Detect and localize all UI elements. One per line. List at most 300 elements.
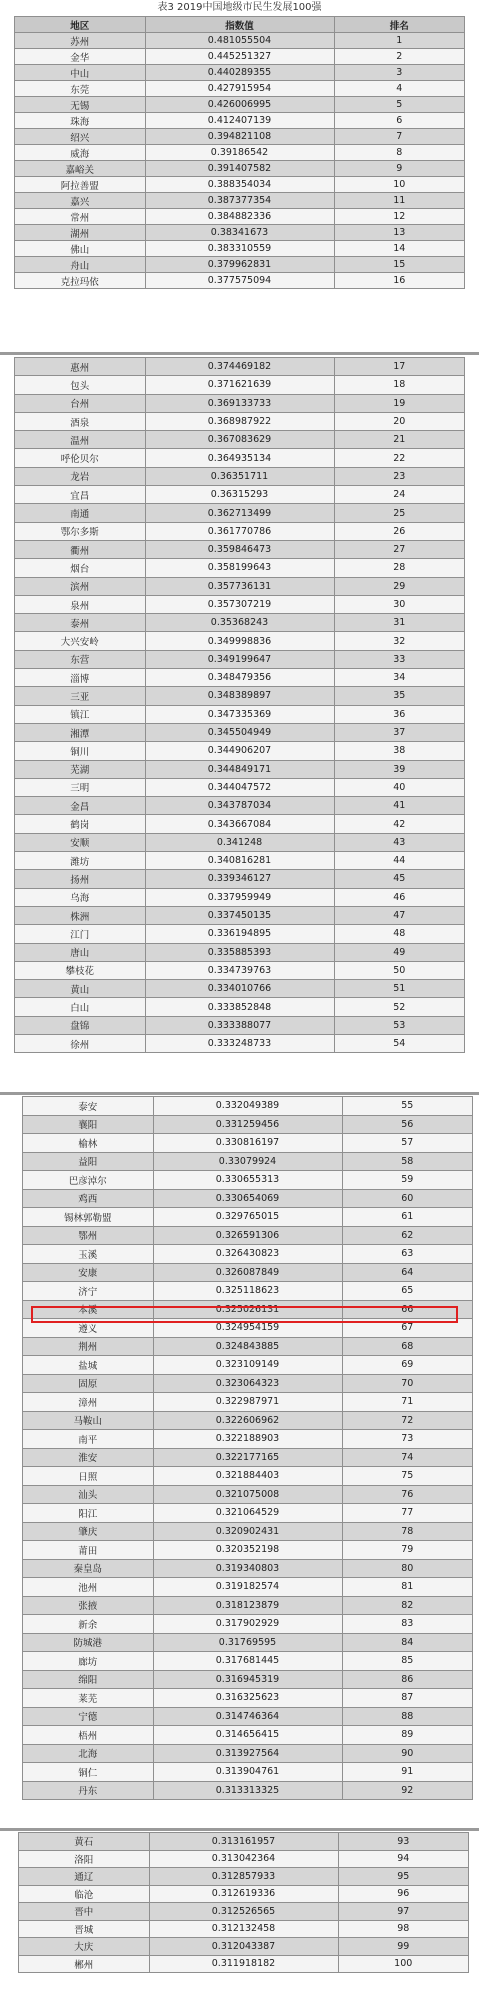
table-row xyxy=(15,273,465,289)
table-row xyxy=(15,145,465,161)
cell-rank: 9 xyxy=(334,161,465,177)
header-index: 指数值 xyxy=(145,17,334,33)
cell-index: 0.343787034 xyxy=(145,797,334,815)
cell-rank: 97 xyxy=(338,1903,469,1921)
cell-index: 0.322177165 xyxy=(153,1448,342,1467)
cell-rank: 5 xyxy=(334,97,465,113)
cell-rank: 28 xyxy=(334,559,465,577)
table-row xyxy=(23,1689,473,1708)
cell-rank: 23 xyxy=(334,467,465,485)
table-row xyxy=(15,961,465,979)
cell-region: 威海 xyxy=(15,145,146,161)
cell-region: 金昌 xyxy=(15,797,146,815)
cell-region: 莆田 xyxy=(23,1541,154,1560)
cell-region: 荆州 xyxy=(23,1337,154,1356)
table-row xyxy=(19,1850,469,1868)
cell-region: 洛阳 xyxy=(19,1850,150,1868)
cell-rank: 88 xyxy=(342,1707,473,1726)
cell-rank: 54 xyxy=(334,1034,465,1052)
header-rank: 排名 xyxy=(334,17,465,33)
cell-index: 0.323064323 xyxy=(153,1374,342,1393)
cell-rank: 11 xyxy=(334,193,465,209)
cell-region: 乌海 xyxy=(15,888,146,906)
cell-region: 宁德 xyxy=(23,1707,154,1726)
cell-region: 襄阳 xyxy=(23,1115,154,1134)
cell-region: 鄂尔多斯 xyxy=(15,522,146,540)
table-row xyxy=(23,1263,473,1282)
table-row xyxy=(15,650,465,668)
table-row xyxy=(15,97,465,113)
cell-region: 鸡西 xyxy=(23,1189,154,1208)
cell-region: 铜仁 xyxy=(23,1763,154,1782)
cell-rank: 42 xyxy=(334,815,465,833)
table-row xyxy=(15,906,465,924)
cell-region: 绵阳 xyxy=(23,1670,154,1689)
table-row xyxy=(15,161,465,177)
cell-rank: 25 xyxy=(334,504,465,522)
cell-region: 三明 xyxy=(15,778,146,796)
table-row xyxy=(15,1016,465,1034)
cell-index: 0.332049389 xyxy=(153,1097,342,1116)
cell-rank: 89 xyxy=(342,1726,473,1745)
cell-region: 惠州 xyxy=(15,358,146,376)
table-row xyxy=(15,358,465,376)
table-row xyxy=(23,1430,473,1449)
cell-rank: 67 xyxy=(342,1319,473,1338)
cell-region: 肇庆 xyxy=(23,1522,154,1541)
cell-rank: 65 xyxy=(342,1282,473,1301)
cell-region: 湘潭 xyxy=(15,723,146,741)
cell-index: 0.377575094 xyxy=(145,273,334,289)
cell-index: 0.340816281 xyxy=(145,852,334,870)
section-divider xyxy=(0,1828,479,1831)
table-row xyxy=(19,1833,469,1851)
cell-region: 淄博 xyxy=(15,669,146,687)
cell-region: 唐山 xyxy=(15,943,146,961)
cell-rank: 38 xyxy=(334,742,465,760)
table-row xyxy=(23,1522,473,1541)
table-row xyxy=(19,1903,469,1921)
cell-rank: 20 xyxy=(334,412,465,430)
cell-rank: 72 xyxy=(342,1411,473,1430)
table-row xyxy=(23,1282,473,1301)
cell-region: 克拉玛依 xyxy=(15,273,146,289)
cell-region: 酒泉 xyxy=(15,412,146,430)
cell-index: 0.313313325 xyxy=(153,1781,342,1800)
cell-index: 0.325118623 xyxy=(153,1282,342,1301)
cell-index: 0.357307219 xyxy=(145,595,334,613)
cell-rank: 76 xyxy=(342,1485,473,1504)
cell-index: 0.341248 xyxy=(145,833,334,851)
cell-region: 榆林 xyxy=(23,1134,154,1153)
table-row xyxy=(15,815,465,833)
cell-index: 0.387377354 xyxy=(145,193,334,209)
table-row xyxy=(15,394,465,412)
table-row xyxy=(19,1885,469,1903)
cell-index: 0.348479356 xyxy=(145,669,334,687)
cell-rank: 33 xyxy=(334,650,465,668)
table-row xyxy=(15,193,465,209)
table-row xyxy=(15,687,465,705)
table-row xyxy=(23,1337,473,1356)
ranking-table-part-3 xyxy=(22,1096,473,1800)
cell-rank: 16 xyxy=(334,273,465,289)
table-row xyxy=(15,225,465,241)
cell-rank: 61 xyxy=(342,1208,473,1227)
cell-rank: 66 xyxy=(342,1300,473,1319)
cell-index: 0.312043387 xyxy=(149,1938,338,1956)
cell-index: 0.333248733 xyxy=(145,1034,334,1052)
cell-region: 包头 xyxy=(15,376,146,394)
cell-index: 0.324843885 xyxy=(153,1337,342,1356)
cell-region: 株洲 xyxy=(15,906,146,924)
cell-region: 廊坊 xyxy=(23,1652,154,1671)
cell-index: 0.347335369 xyxy=(145,705,334,723)
table-row xyxy=(15,614,465,632)
cell-index: 0.330654069 xyxy=(153,1189,342,1208)
cell-region: 晋城 xyxy=(19,1920,150,1938)
table-row xyxy=(15,33,465,49)
cell-rank: 40 xyxy=(334,778,465,796)
table-row xyxy=(23,1652,473,1671)
cell-index: 0.323109149 xyxy=(153,1356,342,1375)
cell-region: 芜湖 xyxy=(15,760,146,778)
table-title: 表3 2019中国地级市民生发展100强 xyxy=(157,2,322,13)
cell-index: 0.445251327 xyxy=(145,49,334,65)
cell-rank: 48 xyxy=(334,925,465,943)
cell-index: 0.325026131 xyxy=(153,1300,342,1319)
cell-rank: 59 xyxy=(342,1171,473,1190)
cell-index: 0.391407582 xyxy=(145,161,334,177)
table-row xyxy=(23,1485,473,1504)
table-row xyxy=(15,998,465,1016)
cell-region: 盐城 xyxy=(23,1356,154,1375)
cell-index: 0.374469182 xyxy=(145,358,334,376)
cell-index: 0.314746364 xyxy=(153,1707,342,1726)
cell-index: 0.322987971 xyxy=(153,1393,342,1412)
cell-index: 0.312857933 xyxy=(149,1868,338,1886)
cell-index: 0.427915954 xyxy=(145,81,334,97)
table-row xyxy=(15,257,465,273)
table-row xyxy=(15,852,465,870)
cell-region: 阳江 xyxy=(23,1504,154,1523)
cell-index: 0.364935134 xyxy=(145,449,334,467)
table-row xyxy=(15,486,465,504)
table-row xyxy=(23,1393,473,1412)
cell-index: 0.324954159 xyxy=(153,1319,342,1338)
cell-region: 阿拉善盟 xyxy=(15,177,146,193)
table-row xyxy=(23,1670,473,1689)
cell-rank: 43 xyxy=(334,833,465,851)
cell-index: 0.371621639 xyxy=(145,376,334,394)
cell-index: 0.321075008 xyxy=(153,1485,342,1504)
table-row xyxy=(23,1467,473,1486)
cell-rank: 53 xyxy=(334,1016,465,1034)
cell-region: 东营 xyxy=(15,650,146,668)
cell-region: 嘉峪关 xyxy=(15,161,146,177)
cell-region: 安康 xyxy=(23,1263,154,1282)
cell-rank: 4 xyxy=(334,81,465,97)
table-row xyxy=(15,705,465,723)
table-row xyxy=(23,1411,473,1430)
cell-index: 0.318123879 xyxy=(153,1596,342,1615)
cell-index: 0.344849171 xyxy=(145,760,334,778)
cell-region: 潍坊 xyxy=(15,852,146,870)
cell-rank: 60 xyxy=(342,1189,473,1208)
cell-index: 0.319182574 xyxy=(153,1578,342,1597)
cell-region: 新余 xyxy=(23,1615,154,1634)
cell-region: 玉溪 xyxy=(23,1245,154,1264)
cell-rank: 13 xyxy=(334,225,465,241)
cell-rank: 14 xyxy=(334,241,465,257)
cell-rank: 52 xyxy=(334,998,465,1016)
cell-index: 0.319340803 xyxy=(153,1559,342,1578)
cell-index: 0.349199647 xyxy=(145,650,334,668)
cell-region: 日照 xyxy=(23,1467,154,1486)
cell-index: 0.367083629 xyxy=(145,431,334,449)
cell-region: 江门 xyxy=(15,925,146,943)
ranking-table-part-4 xyxy=(18,1832,469,1973)
cell-index: 0.326591306 xyxy=(153,1226,342,1245)
cell-rank: 45 xyxy=(334,870,465,888)
cell-region: 临沧 xyxy=(19,1885,150,1903)
cell-index: 0.368987922 xyxy=(145,412,334,430)
cell-index: 0.440289355 xyxy=(145,65,334,81)
cell-rank: 24 xyxy=(334,486,465,504)
table-row xyxy=(15,209,465,225)
table-row xyxy=(15,980,465,998)
cell-index: 0.349998836 xyxy=(145,632,334,650)
cell-region: 常州 xyxy=(15,209,146,225)
cell-region: 泉州 xyxy=(15,595,146,613)
table-row xyxy=(15,1034,465,1052)
table-row xyxy=(23,1726,473,1745)
cell-index: 0.320902431 xyxy=(153,1522,342,1541)
cell-index: 0.335885393 xyxy=(145,943,334,961)
table-row xyxy=(23,1578,473,1597)
cell-index: 0.348389897 xyxy=(145,687,334,705)
ranking-table-part-2 xyxy=(14,357,465,1053)
cell-index: 0.314656415 xyxy=(153,1726,342,1745)
cell-region: 东莞 xyxy=(15,81,146,97)
cell-rank: 86 xyxy=(342,1670,473,1689)
cell-index: 0.343667084 xyxy=(145,815,334,833)
table-row xyxy=(23,1615,473,1634)
cell-rank: 83 xyxy=(342,1615,473,1634)
cell-region: 莱芜 xyxy=(23,1689,154,1708)
cell-index: 0.322188903 xyxy=(153,1430,342,1449)
cell-rank: 21 xyxy=(334,431,465,449)
cell-rank: 10 xyxy=(334,177,465,193)
table-header-row xyxy=(15,17,465,33)
table-row xyxy=(23,1115,473,1134)
cell-index: 0.31769595 xyxy=(153,1633,342,1652)
table-row xyxy=(15,412,465,430)
cell-index: 0.357736131 xyxy=(145,577,334,595)
cell-index: 0.336194895 xyxy=(145,925,334,943)
cell-index: 0.322606962 xyxy=(153,1411,342,1430)
cell-index: 0.38341673 xyxy=(145,225,334,241)
cell-index: 0.33079924 xyxy=(153,1152,342,1171)
cell-region: 北海 xyxy=(23,1744,154,1763)
table-row xyxy=(23,1152,473,1171)
cell-rank: 39 xyxy=(334,760,465,778)
cell-region: 滨州 xyxy=(15,577,146,595)
cell-index: 0.330816197 xyxy=(153,1134,342,1153)
cell-rank: 49 xyxy=(334,943,465,961)
cell-rank: 15 xyxy=(334,257,465,273)
cell-region: 镇江 xyxy=(15,705,146,723)
cell-index: 0.316325623 xyxy=(153,1689,342,1708)
cell-region: 黄山 xyxy=(15,980,146,998)
cell-region: 泰州 xyxy=(15,614,146,632)
cell-rank: 36 xyxy=(334,705,465,723)
cell-index: 0.311918182 xyxy=(149,1955,338,1973)
cell-rank: 58 xyxy=(342,1152,473,1171)
table-row xyxy=(15,129,465,145)
cell-rank: 8 xyxy=(334,145,465,161)
cell-index: 0.369133733 xyxy=(145,394,334,412)
cell-rank: 90 xyxy=(342,1744,473,1763)
cell-index: 0.333852848 xyxy=(145,998,334,1016)
table-row xyxy=(23,1226,473,1245)
cell-rank: 84 xyxy=(342,1633,473,1652)
cell-region: 汕头 xyxy=(23,1485,154,1504)
cell-region: 漳州 xyxy=(23,1393,154,1412)
table-row xyxy=(15,81,465,97)
cell-index: 0.344047572 xyxy=(145,778,334,796)
cell-region: 嘉兴 xyxy=(15,193,146,209)
cell-index: 0.426006995 xyxy=(145,97,334,113)
cell-region: 巴彦淖尔 xyxy=(23,1171,154,1190)
table-row xyxy=(15,241,465,257)
cell-index: 0.313904761 xyxy=(153,1763,342,1782)
cell-index: 0.326087849 xyxy=(153,1263,342,1282)
cell-index: 0.359846473 xyxy=(145,540,334,558)
cell-region: 锡林郭勒盟 xyxy=(23,1208,154,1227)
cell-index: 0.312132458 xyxy=(149,1920,338,1938)
table-row xyxy=(15,833,465,851)
cell-index: 0.316945319 xyxy=(153,1670,342,1689)
cell-rank: 30 xyxy=(334,595,465,613)
cell-rank: 81 xyxy=(342,1578,473,1597)
cell-rank: 3 xyxy=(334,65,465,81)
cell-rank: 87 xyxy=(342,1689,473,1708)
table-row xyxy=(15,65,465,81)
cell-index: 0.313042364 xyxy=(149,1850,338,1868)
table-row xyxy=(23,1245,473,1264)
cell-index: 0.362713499 xyxy=(145,504,334,522)
cell-rank: 99 xyxy=(338,1938,469,1956)
section-divider xyxy=(0,1092,479,1095)
table-row xyxy=(23,1781,473,1800)
table-row xyxy=(23,1134,473,1153)
table-row xyxy=(15,504,465,522)
table-row xyxy=(23,1559,473,1578)
cell-index: 0.320352198 xyxy=(153,1541,342,1560)
cell-rank: 27 xyxy=(334,540,465,558)
cell-region: 珠海 xyxy=(15,113,146,129)
cell-rank: 63 xyxy=(342,1245,473,1264)
cell-index: 0.330655313 xyxy=(153,1171,342,1190)
table-row xyxy=(19,1955,469,1973)
table-row xyxy=(19,1868,469,1886)
cell-region: 苏州 xyxy=(15,33,146,49)
cell-rank: 94 xyxy=(338,1850,469,1868)
table-row xyxy=(15,797,465,815)
cell-rank: 73 xyxy=(342,1430,473,1449)
cell-index: 0.333388077 xyxy=(145,1016,334,1034)
cell-region: 白山 xyxy=(15,998,146,1016)
cell-index: 0.358199643 xyxy=(145,559,334,577)
cell-region: 遵义 xyxy=(23,1319,154,1338)
table-row xyxy=(15,467,465,485)
cell-region: 鄂州 xyxy=(23,1226,154,1245)
cell-rank: 29 xyxy=(334,577,465,595)
cell-region: 攀枝花 xyxy=(15,961,146,979)
table-row xyxy=(15,742,465,760)
cell-index: 0.39186542 xyxy=(145,145,334,161)
cell-rank: 92 xyxy=(342,1781,473,1800)
table-row xyxy=(19,1938,469,1956)
cell-index: 0.388354034 xyxy=(145,177,334,193)
cell-rank: 7 xyxy=(334,129,465,145)
cell-region: 黄石 xyxy=(19,1833,150,1851)
cell-index: 0.481055504 xyxy=(145,33,334,49)
cell-index: 0.317681445 xyxy=(153,1652,342,1671)
cell-region: 衢州 xyxy=(15,540,146,558)
cell-index: 0.36351711 xyxy=(145,467,334,485)
table-row xyxy=(23,1097,473,1116)
cell-region: 淮安 xyxy=(23,1448,154,1467)
table-row xyxy=(15,49,465,65)
table-row xyxy=(23,1707,473,1726)
cell-region: 张掖 xyxy=(23,1596,154,1615)
cell-region: 无锡 xyxy=(15,97,146,113)
table-row xyxy=(23,1374,473,1393)
table-row xyxy=(23,1541,473,1560)
cell-region: 台州 xyxy=(15,394,146,412)
table-row xyxy=(15,559,465,577)
table-row xyxy=(15,376,465,394)
table-row xyxy=(15,449,465,467)
cell-index: 0.312526565 xyxy=(149,1903,338,1921)
cell-region: 马鞍山 xyxy=(23,1411,154,1430)
cell-index: 0.412407139 xyxy=(145,113,334,129)
cell-region: 扬州 xyxy=(15,870,146,888)
cell-index: 0.394821108 xyxy=(145,129,334,145)
table-row xyxy=(23,1744,473,1763)
table-row xyxy=(23,1448,473,1467)
table-row xyxy=(15,943,465,961)
cell-index: 0.383310559 xyxy=(145,241,334,257)
cell-rank: 17 xyxy=(334,358,465,376)
cell-rank: 79 xyxy=(342,1541,473,1560)
cell-rank: 34 xyxy=(334,669,465,687)
cell-rank: 80 xyxy=(342,1559,473,1578)
cell-region: 呼伦贝尔 xyxy=(15,449,146,467)
cell-rank: 71 xyxy=(342,1393,473,1412)
table-row xyxy=(23,1356,473,1375)
cell-region: 佛山 xyxy=(15,241,146,257)
cell-rank: 50 xyxy=(334,961,465,979)
table-row xyxy=(15,632,465,650)
cell-index: 0.339346127 xyxy=(145,870,334,888)
cell-rank: 56 xyxy=(342,1115,473,1134)
table-row xyxy=(23,1596,473,1615)
cell-rank: 37 xyxy=(334,723,465,741)
cell-rank: 75 xyxy=(342,1467,473,1486)
